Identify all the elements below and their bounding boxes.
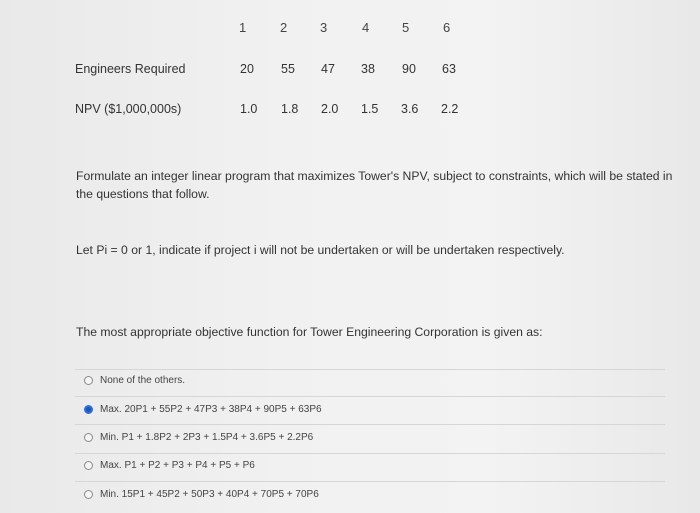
npv-cell: 2.2 [441,102,459,116]
radio-button[interactable] [84,461,93,470]
variable-definition: Let Pi = 0 or 1, indicate if project i will not be undertaken or will be undertaken respectively. [76,243,565,257]
engineers-label: Engineers Required [75,62,186,76]
option-label: Min. 15P1 + 45P2 + 50P3 + 40P4 + 70P5 + 70P6 [100,489,319,500]
engineers-cell: 38 [361,62,375,76]
engineers-cell: 20 [240,62,254,76]
divider [75,396,665,397]
answer-option[interactable] [84,489,319,500]
npv-cell: 1.5 [361,102,379,116]
project-header-4: 4 [362,20,370,35]
radio-button[interactable] [84,490,93,499]
option-label: Max. 20P1 + 55P2 + 47P3 + 38P4 + 90P5 + 63P6 [100,404,322,415]
radio-button[interactable] [84,376,93,385]
answer-option-selected[interactable] [84,404,322,415]
engineers-cell: 90 [402,62,416,76]
option-label: Min. P1 + 1.8P2 + 2P3 + 1.5P4 + 3.6P5 + 2.2P6 [100,432,314,443]
engineers-cell: 55 [281,62,295,76]
engineers-cell: 63 [442,62,456,76]
divider [75,453,665,454]
project-header-5: 5 [402,20,410,35]
npv-label: NPV ($1,000,000s) [75,102,182,116]
npv-cell: 1.8 [281,102,299,116]
option-label: Max. P1 + P2 + P3 + P4 + P5 + P6 [100,460,255,471]
project-header-1: 1 [239,20,247,35]
engineers-cell: 47 [321,62,335,76]
question-prompt: The most appropriate objective function for Tower Engineering Corporation is given as: [76,325,543,339]
npv-cell: 1.0 [240,102,258,116]
project-header-3: 3 [320,20,328,35]
option-label: None of the others. [100,375,186,386]
radio-button[interactable] [84,433,93,442]
npv-cell: 3.6 [401,102,419,116]
divider [75,369,665,370]
npv-cell: 2.0 [321,102,339,116]
divider [75,481,665,482]
answer-option[interactable] [84,460,255,471]
intro-line-2: the questions that follow. [76,187,210,201]
answer-option[interactable] [84,375,185,386]
question-intro [76,167,686,203]
divider [75,424,665,425]
radio-button-selected[interactable] [84,405,93,414]
intro-line-1: Formulate an integer linear program that maximizes Tower's NPV, subject to constraints, which will be stated in [76,169,673,183]
project-header-6: 6 [443,20,451,35]
answer-option[interactable] [84,432,313,443]
project-header-2: 2 [280,20,288,35]
